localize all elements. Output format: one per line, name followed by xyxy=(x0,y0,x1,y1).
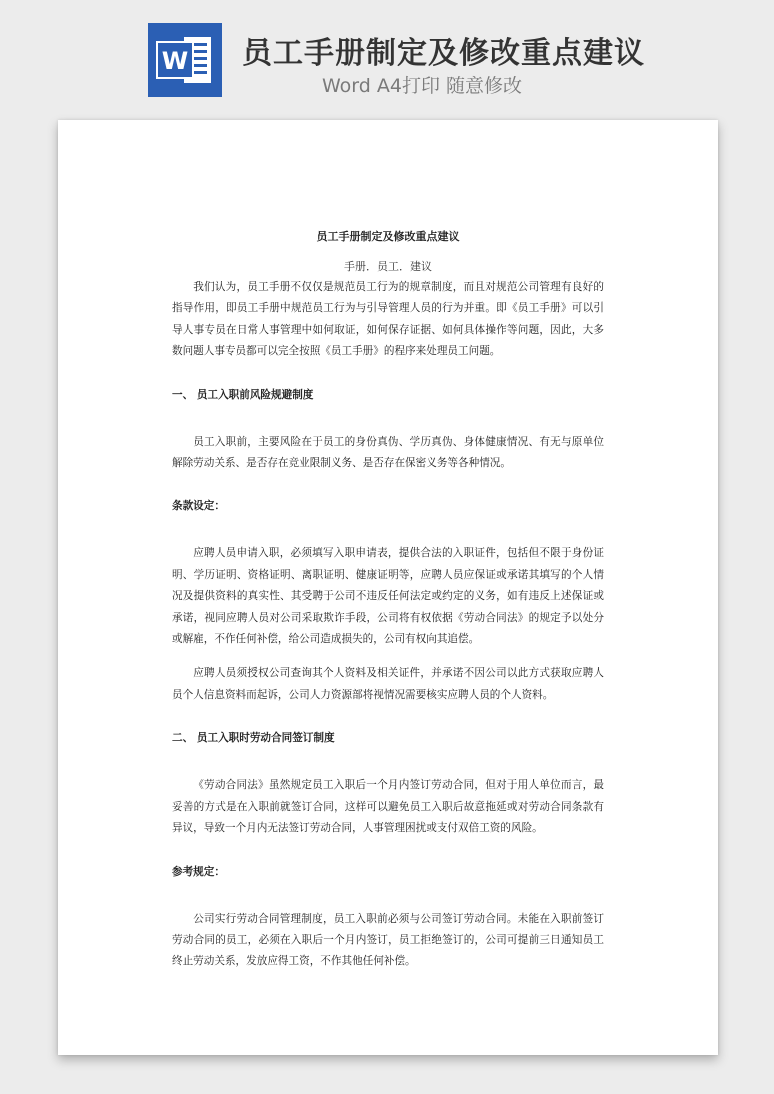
document-keywords: 手册．员工．建议 xyxy=(344,260,432,273)
section2-paragraph: 《劳动合同法》虽然规定员工入职后一个月内签订劳动合同，但对于用人单位而言，最妥善的方式是在入职前就签订合同，这样可以避免员工入职后故意拖延或对劳动合同条款有异议，导致一个月内无法签订劳动合同，人事管理困扰或支付双倍工资的风险。 xyxy=(172,779,604,835)
reference-paragraph: 公司实行劳动合同管理制度，员工入职前必须与公司签订劳动合同。未能在入职前签订劳动合同的员工，必须在入职后一个月内签订，员工拒绝签订的，公司可提前三日通知员工终止劳动关系，发放应得工资，不作其他任何补偿。 xyxy=(172,912,604,968)
document-content xyxy=(172,224,604,973)
section1-heading: 一、 员工入职前风险规避制度 xyxy=(172,388,314,401)
banner-title: 员工手册制定及修改重点建议 xyxy=(242,36,645,71)
reference-heading: 参考规定： xyxy=(172,865,225,878)
banner xyxy=(0,0,774,118)
banner-subtitle: Word A4打印 随意修改 xyxy=(322,75,523,97)
authorization-paragraph: 应聘人员须授权公司查询其个人资料及相关证件，并承诺不因公司以此方式获取应聘人员个人信息资料而起诉，公司人力资源部将视情况需要核实应聘人员的个人资料。 xyxy=(172,667,604,701)
clause-heading: 条款设定： xyxy=(172,500,225,513)
word-icon xyxy=(148,23,222,97)
section1-paragraph: 员工入职前，主要风险在于员工的身份真伪、学历真伪、身体健康情况、有无与原单位解除劳动关系、是否存在竞业限制义务、是否存在保密义务等各种情况。 xyxy=(172,435,604,470)
section2-heading: 二、 员工入职时劳动合同签订制度 xyxy=(172,732,335,745)
intro-paragraph: 我们认为，员工手册不仅仅是规范员工行为的规章制度，而且对规范公司管理有良好的指导作用，即员工手册中规范员工行为与引导管理人员的行为并重。即《员工手册》可以引导人事专员在日常人事管理中如何取证，如何保存证据、如何具体操作等问题，因此，大多数问题人事专员都可以完全按照《员工手册》的程序来处理员工问题。 xyxy=(172,281,604,358)
document-title: 员工手册制定及修改重点建议 xyxy=(316,230,460,243)
document-page xyxy=(58,120,718,1055)
clause-paragraph: 应聘人员申请入职，必须填写入职申请表，提供合法的入职证件，包括但不限于身份证明、学历证明、资格证明、离职证明、健康证明等，应聘人员应保证或承诺其填写的个人情况及提供资料的真实性、其受聘于公司不违反任何法定或约定的义务，如有违反上述保证或承诺，视同应聘人员对公司采取欺诈手段，公司将有权依据《劳动合同法》的规定予以处分或解雇，不作任何补偿，给公司造成损失的，公司有权向其追偿。 xyxy=(172,547,604,646)
word-icon-letter: W xyxy=(161,47,189,75)
